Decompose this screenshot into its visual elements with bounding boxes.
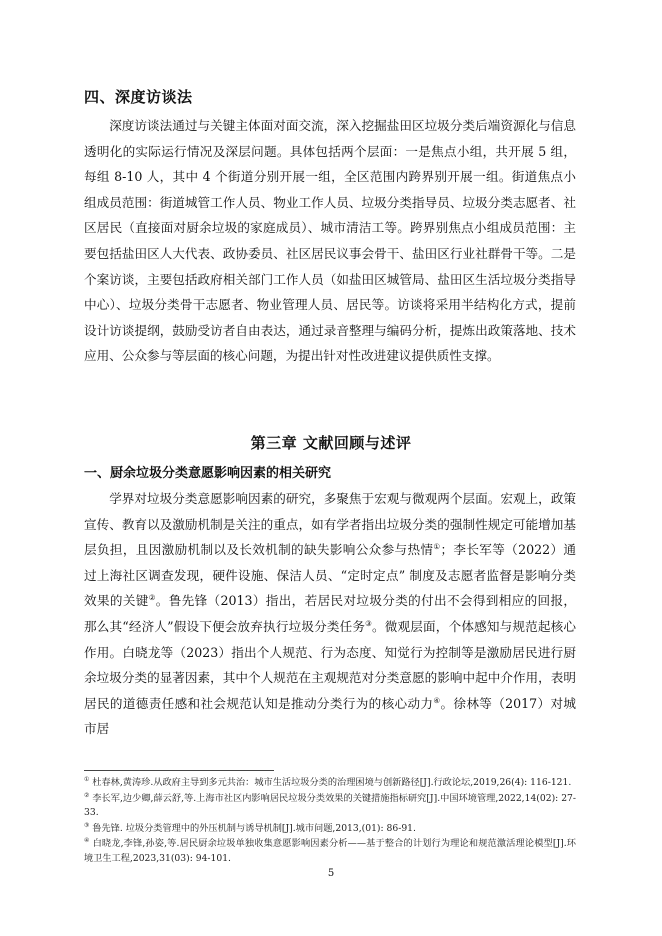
text-segment: 。徐林等（2017）对城市居 (84, 695, 576, 737)
text-segment: ；李长军等（2022）通过上海社区调查发现，硬件设施、保洁人员、“定时定点” 制度及志愿者监督是影响分类效果的关键 (84, 542, 576, 609)
section-heading-depth-interview: 四、深度访谈法 (84, 88, 193, 106)
footnote-ref-1[interactable]: ① (433, 542, 441, 551)
footnote-3 (84, 822, 576, 837)
footnote-ref-3[interactable]: ③ (365, 618, 373, 628)
footnote-divider (84, 770, 274, 771)
footnote-1 (84, 776, 576, 791)
footnote-text: 鲁先锋. 垃圾分类管理中的外压机制与诱导机制[J].城市问题,2013,(01): 86-91. (89, 822, 416, 834)
footnote-4 (84, 837, 576, 866)
footnotes (84, 776, 576, 867)
footnote-mark: ③ (84, 821, 90, 829)
footnote-mark: ④ (84, 836, 90, 844)
footnote-mark: ② (84, 791, 90, 799)
footnote-ref-2[interactable]: ② (148, 593, 156, 603)
footnote-2 (84, 792, 576, 821)
footnote-text: 李长军,边少卿,薛云舒,等.上海市社区内影响居民垃圾分类效果的关键措施指标研究[J].中国环境管理,2022,14(02): 27-33. (84, 792, 576, 818)
text-segment: 。微观层面，个体感知与规范起核心作用。白晓龙等（2023）指出个人规范、行为态度、知觉行为控制等是激励居民进行厨余垃圾分类的显著因素，其中个人规范在主观规范对分类意愿的影响中起中介作用，表明居民的道德责任感和社会规范认知是推动分类行为的核心动力 (84, 618, 576, 711)
text-segment: 。鲁先锋（2013）指出，若居民对垃圾分类的付出不会得到相应的回报，那么其“经济人”假设下便会放弃执行垃圾分类任务 (84, 593, 576, 634)
page-number: 5 (327, 868, 335, 879)
footnote-text: 白晓龙,李锋,孙姿,等.居民厨余垃圾单独收集意愿影响因素分析——基于整合的计划行为理论和规范激活理论模型[J].环境卫生工程,2023,31(03): 94-101. (84, 838, 576, 864)
text-segment: 学界对垃圾分类意愿影响因素的研究，多聚焦于宏观与微观两个层面。宏观上，政策宣传、教育以及激励机制是关注的重点，如有学者指出垃圾分类的强制性规定可能增加基层负担，且因激励机制以及长效机制的缺失影响公众参与热情 (84, 491, 576, 558)
paragraph-literature-review (84, 486, 576, 742)
footnote-mark: ① (84, 775, 90, 783)
footnote-ref-4[interactable]: ④ (433, 695, 441, 705)
footnote-text: 杜春林,黄涛珍.从政府主导到多元共治：城市生活垃圾分类的治理困境与创新路径[J].行政论坛,2019,26(4): 116-121. (89, 777, 572, 788)
paragraph-depth-interview: 深度访谈法通过与关键主体面对面交流，深入挖掘盐田区垃圾分类后端资源化与信息透明化的实际运行情况及深层问题。具体包括两个层面：一是焦点小组，共开展 5 组，每组 8-10 人，其中 4 个街道分别开展一组，全区范围内跨界别开展一组。街道焦点小组成员范围：街道城管工作人员、物业工作人员、垃圾分类指导员、垃圾分类志愿者、社区居民（直接面对厨余垃圾的家庭成员）、城市清洁工等。跨界别焦点小组成员范围：主要包括盐田区人大代表、政协委员、社区居民议事会骨干、盐田区行业社群骨干等。二是个案访谈，主要包括政府相关部门工作人员（如盐田区城管局、盐田区生活垃圾分类指导中心）、垃圾分类骨干志愿者、物业管理人员、居民等。访谈将采用半结构化方式，提前设计访谈提纲，鼓励受访者自由表达，通过录音整理与编码分析，提炼出政策落地、技术应用、公众参与等层面的核心问题，为提出针对性改进建议提供质性支撑。 (84, 118, 576, 364)
subsection-heading-kitchen-waste: 一、厨余垃圾分类意愿影响因素的相关研究 (84, 466, 332, 481)
chapter-title: 第三章 文献回顾与述评 (250, 434, 412, 452)
